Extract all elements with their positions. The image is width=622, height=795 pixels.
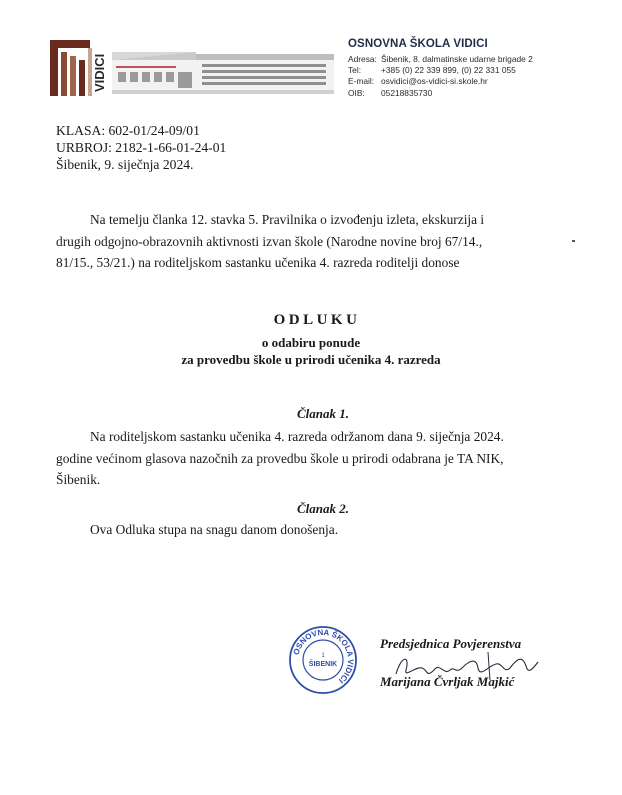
article-1-heading: Članak 1. [296, 406, 349, 421]
article-line: Ova Odluka stupa na snagu danom donošenja. [90, 522, 339, 537]
info-value: osvidici@os-vidici-si.skole.hr [381, 76, 488, 87]
article-line: godine većinom glasova nazočnih za provedbu škole u prirodi odabrana je TA NIK, [56, 450, 504, 466]
signatory-title: Predsjednica Povjerenstva [380, 636, 522, 651]
school-stamp [288, 625, 358, 695]
info-label: Adresa: [348, 54, 377, 64]
info-email [348, 76, 533, 87]
article-1-body [56, 426, 546, 491]
info-value: +385 (0) 22 339 899, (0) 22 331 055 [381, 65, 516, 76]
info-label: Tel: [348, 65, 362, 76]
place-date-line: Šibenik, 9. siječnja 2024. [56, 157, 194, 172]
decision-subtitle-2: za provedbu škole u prirodi učenika 4. razreda [181, 352, 441, 367]
intro-line: drugih odgojno-obrazovnih aktivnosti izvan škole (Narodne novine broj 67/14., [56, 233, 483, 249]
decision-subtitle-1: o odabiru ponude [261, 335, 361, 350]
school-building-image [112, 46, 334, 94]
logo-wordmark [92, 42, 108, 94]
info-address [348, 54, 533, 65]
stamp-city: ŠIBENIK [308, 661, 338, 668]
article-2-heading: Članak 2. [296, 501, 349, 516]
reference-block [56, 122, 226, 173]
intro-paragraph [56, 209, 546, 274]
stamp-outer-text: OSNOVNA ŠKOLA VIDICI [291, 627, 356, 686]
info-value: Šibenik, 8. dalmatinske udarne brigade 2 [381, 54, 533, 64]
info-value: 05218835730 [381, 87, 433, 98]
decision-title: ODLUKU [273, 312, 361, 328]
info-phone [348, 65, 533, 76]
intro-line: Na temelju članka 12. stavka 5. Pravilnika o izvođenju izleta, ekskurzija i [90, 212, 485, 227]
info-label: OIB: [348, 87, 365, 98]
article-line: Šibenik. [56, 472, 101, 487]
signatory-name: Marijana Čvrljak Majkić [380, 674, 515, 689]
klasa-line: KLASA: 602-01/24-09/01 [56, 123, 200, 138]
logo-wordmark-text: VIDICI [92, 53, 107, 92]
scan-speck [572, 240, 575, 242]
info-oib [348, 88, 533, 99]
article-2-body [56, 519, 546, 541]
article-line: Na roditeljskom sastanku učenika 4. razreda održanom dana 9. siječnja 2024. [90, 429, 504, 444]
intro-line: 81/15., 53/21.) na roditeljskom sastanku učenika 4. razreda roditelji donose [56, 255, 460, 270]
stamp-number: 1 [321, 653, 325, 659]
info-label: E-mail: [348, 76, 375, 87]
school-name: OSNOVNA ŠKOLA VIDICI [348, 38, 488, 50]
school-contact-info [348, 54, 533, 99]
urbroj-line: URBROJ: 2182-1-66-01-24-01 [56, 140, 227, 155]
